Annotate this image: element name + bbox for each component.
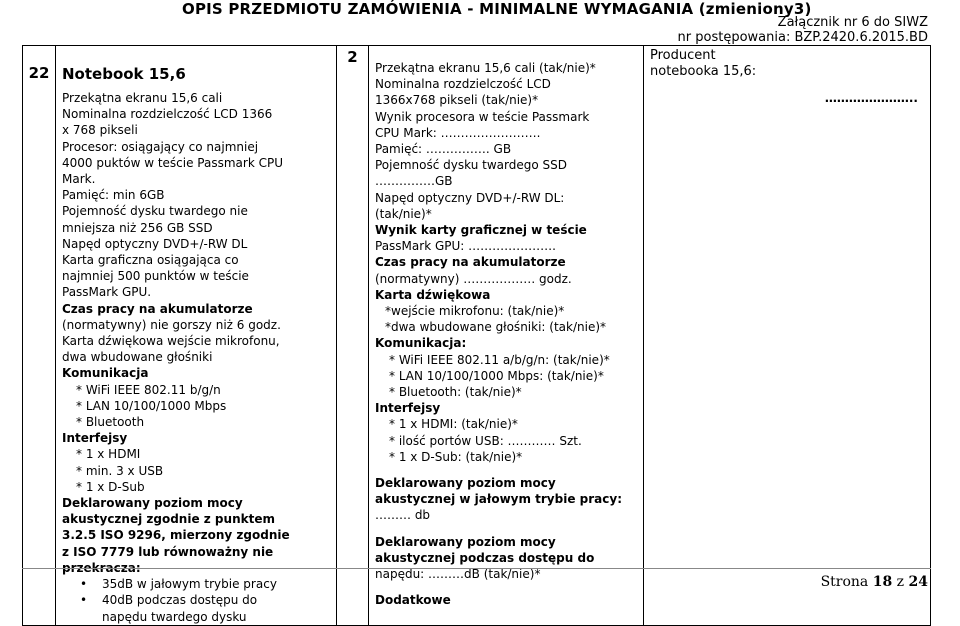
list-item: * min. 3 x USB [76,463,164,478]
producer-value: ………………….. [824,91,918,105]
list-item: napędu: ………dB (tak/nie)* [375,567,541,582]
list-item: ……… db [375,508,431,523]
list-item [375,582,637,592]
item-name: Notebook 15,6 [62,65,186,83]
column-number: 2 [347,48,358,66]
bullet-text: 40dB podczas dostępu do [102,593,258,608]
page-footer [821,574,928,590]
list-item: x 768 pikseli [62,123,138,138]
page-current: 18 [872,574,893,590]
noise-bullet-list [62,576,330,625]
list-item: Komunikacja: [375,336,467,351]
list-item: Wynik procesora w teście Passmark [375,109,590,124]
list-item [375,465,637,475]
list-item: Karta dźwiękowa [375,287,491,302]
list-item: Czas pracy na akumulatorze [375,255,566,270]
list-item: z ISO 7779 lub równoważny nie [62,544,274,559]
producer-cell [644,46,931,626]
requirements-cell [56,46,337,626]
reference-number: nr postępowania: BZP.2420.6.2015.BD [677,30,928,45]
list-item: mniejsza niż 256 GB SSD [62,220,213,235]
list-item: (normatywny) ……………… godz. [375,271,572,286]
page-prefix: Strona [820,574,869,590]
list-item: * 1 x HDMI: (tak/nie)* [389,417,518,432]
list-item: * 1 x D-Sub [76,479,145,494]
list-item: Karta dźwiękowa wejście mikrofonu, [62,334,280,349]
list-item: Interfejsy [375,401,441,416]
list-item: Mark. [62,172,96,187]
list-item: PassMark GPU. [62,285,152,300]
specification-table [22,45,931,626]
list-item: * WiFi IEEE 802.11 b/g/n [76,382,221,397]
document-title: OPIS PRZEDMIOTU ZAMÓWIENIA - MINIMALNE WYMAGANIA (zmieniony3) [182,0,812,18]
list-item: * LAN 10/100/1000 Mbps: (tak/nie)* [389,368,604,383]
list-item: *wejście mikrofonu: (tak/nie)* [385,304,565,319]
list-item [62,576,330,592]
page-total: 24 [908,574,928,590]
list-item [62,609,330,625]
list-item: akustycznej w jałowym trybie pracy: [375,492,622,507]
offer-fields-cell [369,46,644,626]
list-item: * WiFi IEEE 802.11 a/b/g/n: (tak/nie)* [389,352,610,367]
list-item: Deklarowany poziom mocy [375,476,556,491]
bullet-icon: • [80,593,88,608]
list-item: 1366x768 pikseli (tak/nie)* [375,93,539,108]
list-item: *dwa wbudowane głośniki: (tak/nie)* [385,320,607,335]
list-item: Pojemność dysku twardego nie [62,204,248,219]
bullet-icon: • [80,577,88,592]
list-item: Nominalna rozdzielczość LCD 1366 [62,107,273,122]
list-item: najmniej 500 punktów w teście [62,269,249,284]
list-item: Wynik karty graficznej w teście [375,223,587,238]
list-item: Napęd optyczny DVD+/-RW DL [62,236,248,251]
list-item [62,592,330,608]
row-number: 22 [28,64,50,82]
list-item: (tak/nie)* [375,206,432,221]
bullet-text: 35dB w jałowym trybie pracy [102,577,277,592]
list-item: * LAN 10/100/1000 Mbps [76,398,227,413]
list-item: Deklarowany poziom mocy [62,496,243,511]
row-number-cell [23,46,56,626]
list-item: akustycznej zgodnie z punktem [62,512,275,527]
list-item: * 1 x D-Sub: (tak/nie)* [389,449,523,464]
list-item: * Bluetooth: (tak/nie)* [389,385,522,400]
list-item: * 1 x HDMI [76,447,141,462]
list-item: Napęd optyczny DVD+/-RW DL: [375,190,565,205]
list-item: Pojemność dysku twardego SSD [375,158,567,173]
list-item: Karta graficzna osiągająca co [62,253,239,268]
list-item: Pamięć: ……………. GB [375,142,512,157]
list-item: CPU Mark: ……………………. [375,125,541,140]
footer-divider [22,568,931,569]
list-item: Komunikacja [62,366,149,381]
list-item: Dodatkowe [375,593,451,608]
producer-label-1: Producent [650,48,716,63]
list-item: ……………GB [375,174,453,189]
list-item: Przekątna ekranu 15,6 cali (tak/nie)* [375,61,596,75]
list-item: Pamięć: min 6GB [62,188,165,203]
requirements-list [62,90,330,576]
list-item: PassMark GPU: …………………. [375,239,556,254]
list-item: przekracza: [62,560,141,575]
list-item: * Bluetooth [76,415,145,430]
attachment-label: Załącznik nr 6 do SIWZ [777,15,928,30]
offer-fields-list [375,60,637,609]
list-item [375,524,637,534]
list-item: Deklarowany poziom mocy [375,534,556,549]
bullet-text: napędu twardego dysku [102,609,247,624]
list-item: Interfejsy [62,431,128,446]
list-item: Czas pracy na akumulatorze [62,301,253,316]
list-item: 3.2.5 ISO 9296, mierzony zgodnie [62,528,290,543]
list-item: * ilość portów USB: ………… Szt. [389,433,582,448]
page-sep: z [896,574,905,590]
list-item: Procesor: osiągający co najmniej [62,139,259,154]
producer-label-2: notebooka 15,6: [650,64,757,79]
column-number-cell [337,46,369,626]
list-item: (normatywny) nie gorszy niż 6 godz. [62,317,281,332]
list-item: Nominalna rozdzielczość LCD [375,77,551,92]
table-row [23,46,931,626]
list-item: Przekątna ekranu 15,6 cali [62,91,223,105]
list-item: dwa wbudowane głośniki [62,350,213,365]
list-item: akustycznej podczas dostępu do [375,550,595,565]
list-item: 4000 puktów w teście Passmark CPU [62,155,283,170]
